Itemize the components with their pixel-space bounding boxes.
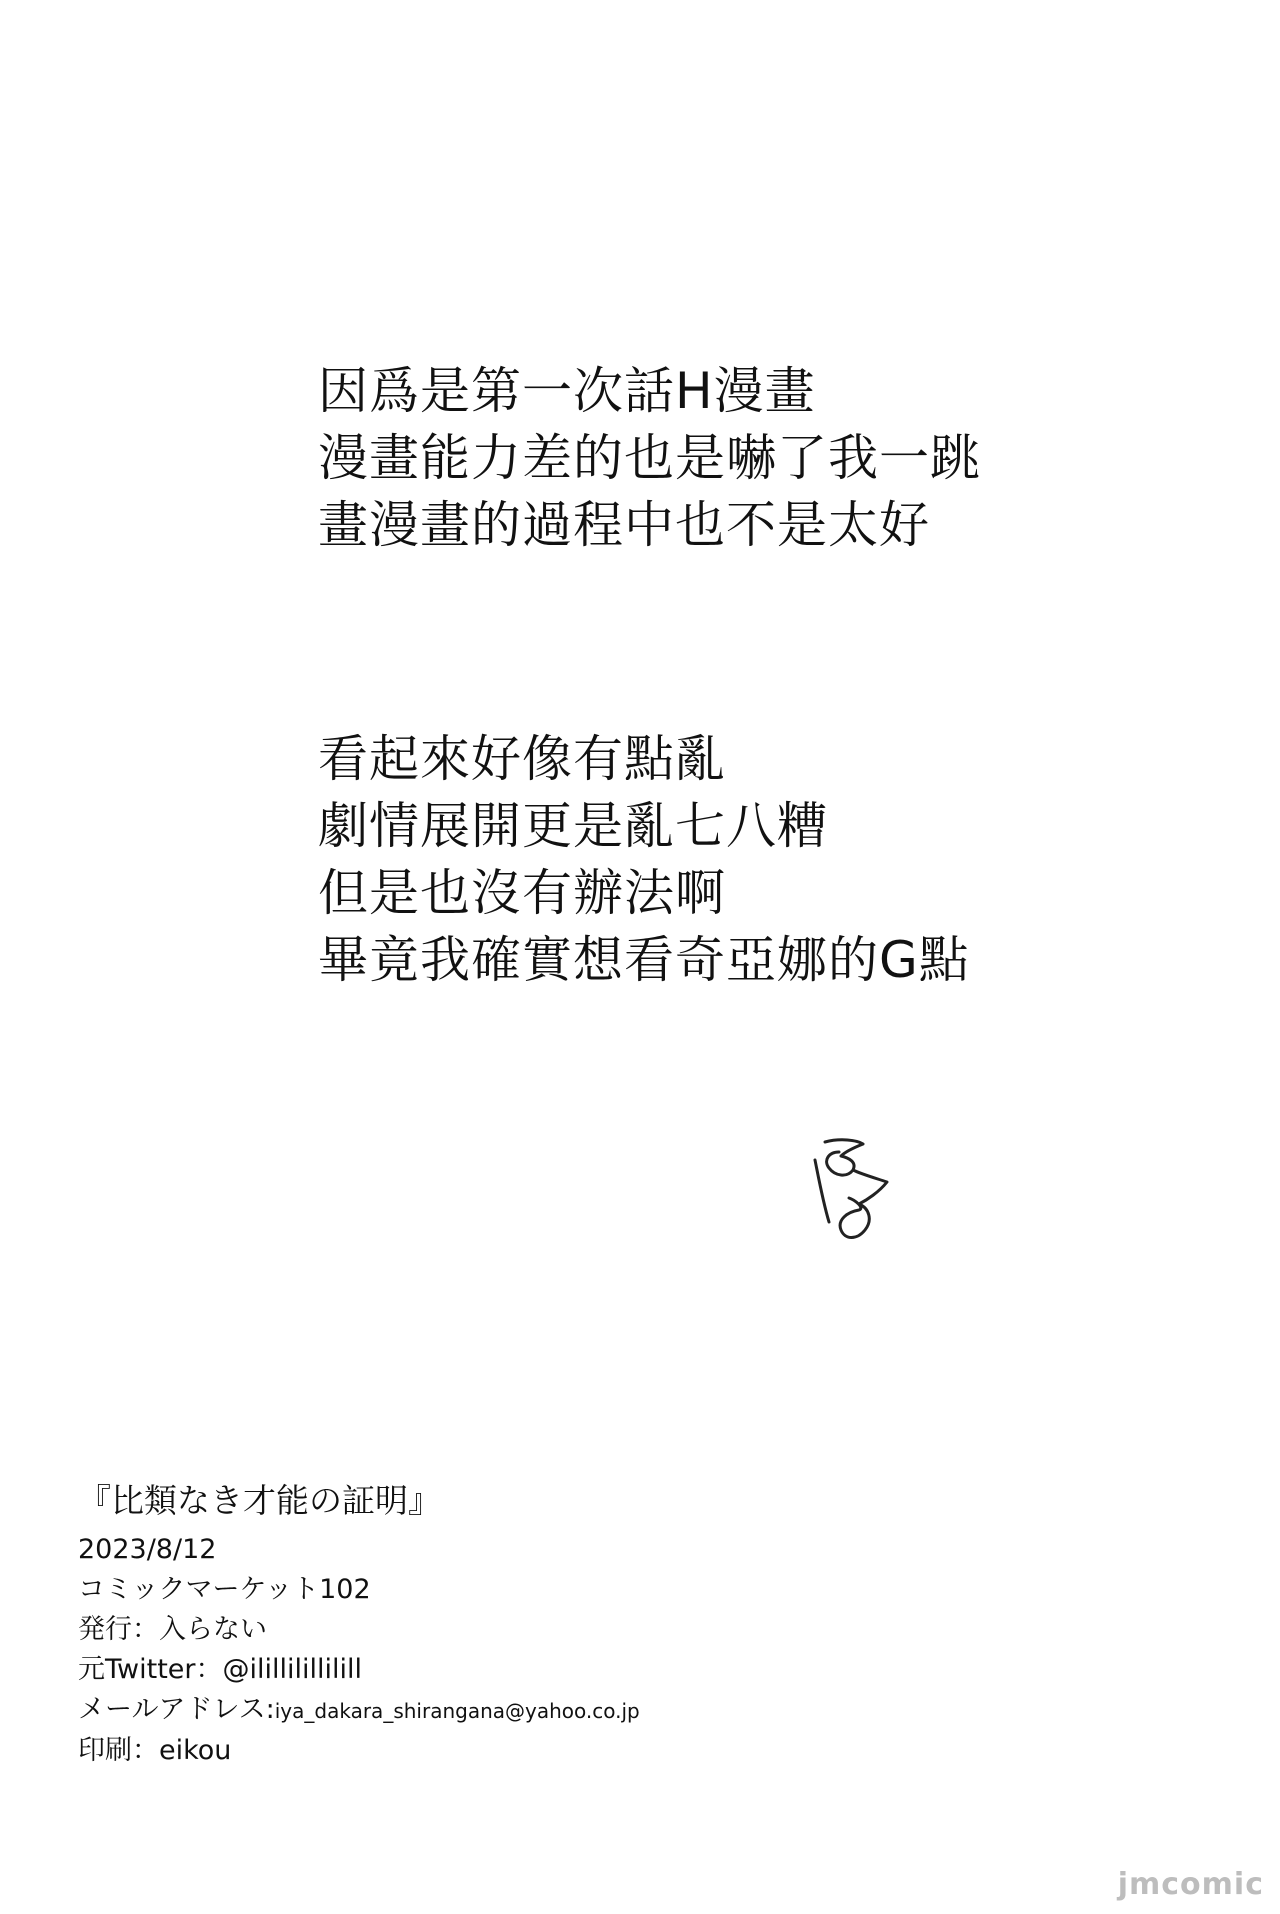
colophon (78, 1478, 978, 1771)
afterword-line: 但是也沒有辦法啊 (318, 864, 726, 922)
event-name: コミックマーケット102 (78, 1574, 371, 1605)
email-row (78, 1690, 978, 1731)
publication-date: 2023/8/12 (78, 1534, 217, 1565)
afterword-line: 劇情展開更是亂七八糟 (318, 797, 828, 855)
afterword-paragraph-2 (318, 726, 970, 994)
watermark-logo: jmcomic (1117, 1867, 1264, 1902)
email-address: iya_dakara_shirangana@yahoo.co.jp (274, 1699, 640, 1723)
twitter-handle: 元Twitter：@ilillilillilill (78, 1654, 363, 1685)
author-signature (805, 1130, 895, 1250)
afterword-line: 因爲是第一次話H漫畫 (318, 362, 816, 420)
book-title: 『比類なき才能の証明』 (78, 1481, 441, 1520)
printer: 印刷：eikou (78, 1735, 232, 1766)
afterword-line: 看起來好像有點亂 (318, 730, 726, 788)
email-label: メールアドレス: (78, 1694, 275, 1725)
afterword-line: 畢竟我確實想看奇亞娜的G點 (318, 931, 970, 989)
afterword-line: 畫漫畫的過程中也不是太好 (318, 496, 930, 554)
afterword-line: 漫畫能力差的也是嚇了我一跳 (318, 429, 981, 487)
afterword-paragraph-1 (318, 358, 981, 559)
publisher: 発行：入らない (78, 1614, 267, 1645)
